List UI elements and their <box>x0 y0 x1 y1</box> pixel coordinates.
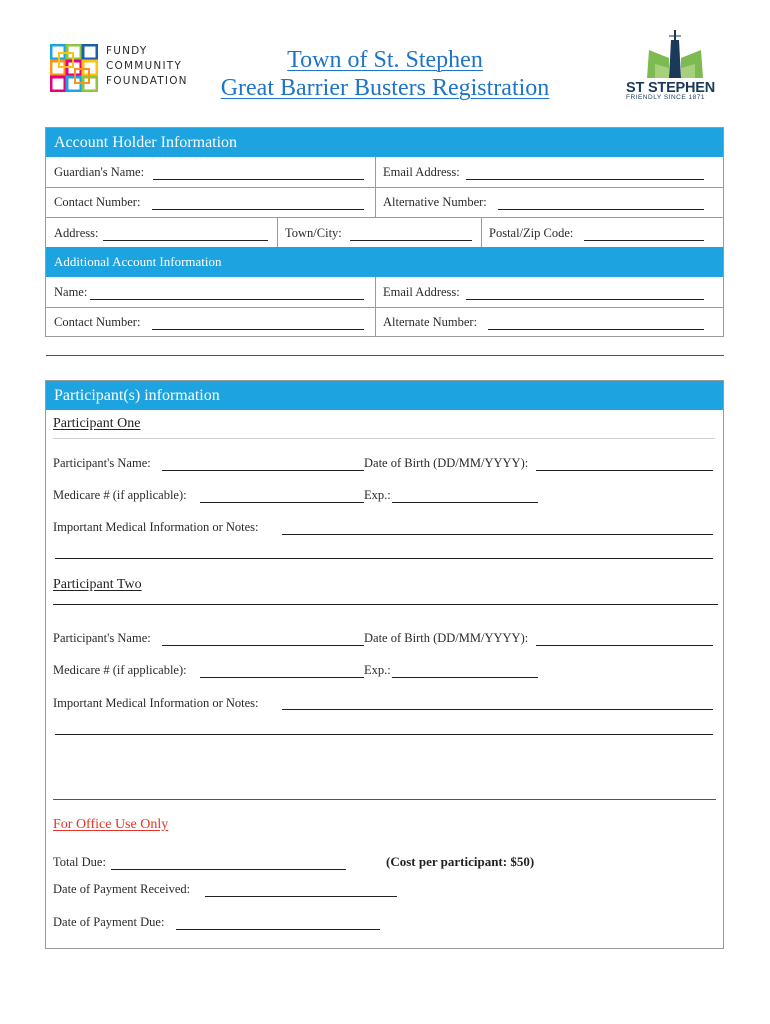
payment-received-field[interactable] <box>205 896 397 897</box>
section-separator <box>46 355 724 356</box>
fcf-logo-text <box>106 44 188 89</box>
column-divider <box>375 277 376 336</box>
p1-exp-field[interactable] <box>392 502 538 503</box>
guardian-name-label: Guardian's Name: <box>54 165 145 179</box>
p1-medicare-field[interactable] <box>200 502 364 503</box>
postal-code-label: Postal/Zip Code: <box>489 226 574 240</box>
alternative-number-field[interactable] <box>498 209 704 210</box>
st-stephen-logo-name: ST STEPHEN <box>626 80 716 96</box>
p1-medical-field-line-2[interactable] <box>55 558 713 559</box>
office-use-heading: For Office Use Only <box>53 817 169 832</box>
p2-medical-field[interactable] <box>282 709 713 710</box>
heading-rule <box>53 438 715 439</box>
town-city-field[interactable] <box>350 240 472 241</box>
column-divider <box>481 217 482 247</box>
fcf-line-3: FOUNDATION <box>106 75 188 87</box>
additional-name-field[interactable] <box>90 299 364 300</box>
participant-one-heading: Participant One <box>53 416 141 431</box>
total-due-label: Total Due: <box>53 855 106 869</box>
row-divider <box>46 307 723 308</box>
column-divider <box>277 217 278 247</box>
page-title-line-1: Town of St. Stephen <box>287 47 483 73</box>
row-divider <box>46 187 723 188</box>
additional-email-field[interactable] <box>466 299 704 300</box>
p1-medicare-label: Medicare # (if applicable): <box>53 488 187 502</box>
contact-number-field[interactable] <box>152 209 364 210</box>
p1-medical-field[interactable] <box>282 534 713 535</box>
additional-contact-label: Contact Number: <box>54 315 141 329</box>
guardian-name-field[interactable] <box>153 179 364 180</box>
row-divider <box>46 217 723 218</box>
participant-two-heading: Participant Two <box>53 577 142 592</box>
address-label: Address: <box>54 226 99 240</box>
email-label: Email Address: <box>383 165 460 179</box>
p2-dob-field[interactable] <box>536 645 713 646</box>
p2-name-label: Participant's Name: <box>53 631 151 645</box>
address-field[interactable] <box>103 240 268 241</box>
p2-section-end-rule <box>53 799 716 800</box>
p2-exp-label: Exp.: <box>364 663 391 677</box>
additional-account-band: Additional Account Information <box>46 247 723 277</box>
cost-note: (Cost per participant: $50) <box>386 854 535 869</box>
alternative-number-label: Alternative Number: <box>383 195 487 209</box>
p2-exp-field[interactable] <box>392 677 538 678</box>
contact-number-label: Contact Number: <box>54 195 141 209</box>
account-section <box>45 127 724 337</box>
p2-medicare-field[interactable] <box>200 677 364 678</box>
postal-code-field[interactable] <box>584 240 704 241</box>
p2-name-field[interactable] <box>162 645 364 646</box>
email-field[interactable] <box>466 179 704 180</box>
fcf-line-1: FUNDY <box>106 45 148 57</box>
column-divider <box>375 157 376 217</box>
payment-due-label: Date of Payment Due: <box>53 915 165 929</box>
p1-dob-label: Date of Birth (DD/MM/YYYY): <box>364 456 529 470</box>
p1-dob-field[interactable] <box>536 470 713 471</box>
page-title-line-2: Great Barrier Busters Registration <box>220 75 550 101</box>
total-due-field[interactable] <box>111 869 346 870</box>
p2-dob-label: Date of Birth (DD/MM/YYYY): <box>364 631 529 645</box>
alternate-number-label: Alternate Number: <box>383 315 478 329</box>
additional-email-label: Email Address: <box>383 285 460 299</box>
p2-medical-label: Important Medical Information or Notes: <box>53 696 259 710</box>
participants-band: Participant(s) information <box>46 381 723 410</box>
fundy-community-foundation-logo-icon <box>50 44 98 92</box>
p2-medicare-label: Medicare # (if applicable): <box>53 663 187 677</box>
alternate-number-field[interactable] <box>488 329 704 330</box>
additional-name-label: Name: <box>54 285 88 299</box>
payment-received-label: Date of Payment Received: <box>53 882 191 896</box>
heading-rule <box>53 604 718 605</box>
account-holder-band: Account Holder Information <box>46 128 723 157</box>
town-city-label: Town/City: <box>285 226 342 240</box>
fcf-line-2: COMMUNITY <box>106 60 182 72</box>
st-stephen-logo-tagline: FRIENDLY SINCE 1871 <box>626 94 705 101</box>
p1-exp-label: Exp.: <box>364 488 391 502</box>
p2-medical-field-line-2[interactable] <box>55 734 713 735</box>
payment-due-field[interactable] <box>176 929 380 930</box>
p1-name-label: Participant's Name: <box>53 456 151 470</box>
additional-contact-field[interactable] <box>152 329 364 330</box>
p1-name-field[interactable] <box>162 470 364 471</box>
p1-medical-label: Important Medical Information or Notes: <box>53 520 259 534</box>
